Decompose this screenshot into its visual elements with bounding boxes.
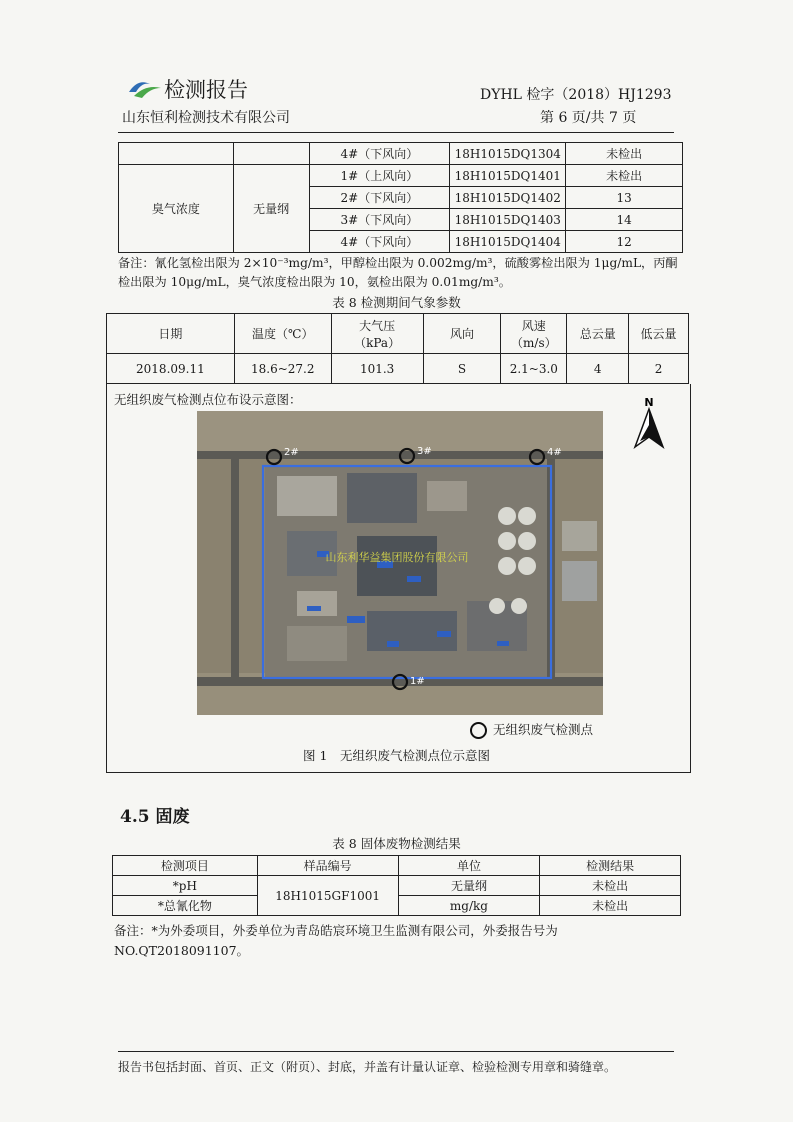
point-cell: 4#（下风向） — [309, 143, 450, 165]
logo-text: 检测报告 — [164, 78, 248, 102]
sample-cell: 18H1015GF1001 — [257, 876, 398, 916]
result-cell: 14 — [566, 209, 683, 231]
result-cell: 未检出 — [566, 165, 683, 187]
header-cell: 单位 — [398, 856, 540, 876]
wind-speed-cell: 2.1~3.0 — [501, 354, 567, 384]
item-cell: 臭气浓度 — [119, 165, 234, 253]
header-cell: 检测结果 — [540, 856, 681, 876]
outsourcing-note: 备注：*为外委项目，外委单位为青岛皓宸环境卫生监测有限公司，外委报告号为 NO.QT2018091107。 — [114, 923, 558, 958]
company-name: 山东恒利检测技术有限公司 — [122, 110, 290, 126]
result-cell: 未检出 — [566, 143, 683, 165]
header-cell: 低云量 — [629, 314, 689, 354]
sample-cell: 18H1015DQ1401 — [450, 165, 566, 187]
point-cell: 3#（下风向） — [309, 209, 450, 231]
odor-table — [118, 142, 683, 253]
result-cell: 未检出 — [540, 896, 681, 916]
weather-table-caption: 表 8 检测期间气象参数 — [332, 295, 461, 310]
date-cell: 2018.09.11 — [107, 354, 235, 384]
monitoring-point-icon — [470, 722, 487, 739]
unit-cell: mg/kg — [398, 896, 540, 916]
table-row — [113, 876, 681, 896]
item-cell: *pH — [113, 876, 258, 896]
wind-direction-cell: S — [423, 354, 501, 384]
unit-cell: 无量纲 — [233, 165, 309, 253]
total-cloud-cell: 4 — [567, 354, 629, 384]
result-cell: 未检出 — [540, 876, 681, 896]
point-cell: 2#（下风向） — [309, 187, 450, 209]
legend-text: 无组织废气检测点 — [493, 722, 594, 737]
sample-cell: 18H1015DQ1402 — [450, 187, 566, 209]
result-cell: 12 — [566, 231, 683, 253]
table-row — [119, 143, 683, 165]
unit-cell: 无量纲 — [398, 876, 540, 896]
point-cell: 1#（上风向） — [309, 165, 450, 187]
point-label: 3# — [417, 446, 432, 457]
table-row — [107, 354, 689, 384]
header-cell: 样品编号 — [257, 856, 398, 876]
solid-waste-table — [112, 855, 681, 916]
pressure-cell: 101.3 — [331, 354, 423, 384]
sample-cell: 18H1015DQ1304 — [450, 143, 566, 165]
item-cell: *总氰化物 — [113, 896, 258, 916]
footer-divider — [118, 1051, 674, 1052]
table-header-row — [113, 856, 681, 876]
header-cell: 检测项目 — [113, 856, 258, 876]
header-cell: 温度（℃） — [234, 314, 331, 354]
map-label: 无组织废气检测点位布设示意图： — [114, 392, 302, 407]
section-title: 4.5 固废 — [120, 807, 190, 827]
figure-caption: 图 1 无组织废气检测点位示意图 — [303, 748, 490, 763]
north-compass-icon — [630, 395, 668, 453]
weather-table — [106, 313, 689, 384]
logo-mark-icon — [128, 76, 162, 100]
result-cell: 13 — [566, 187, 683, 209]
temperature-cell: 18.6~27.2 — [234, 354, 331, 384]
point-label: 1# — [410, 676, 425, 687]
map-legend — [470, 720, 593, 739]
header-cell: 日期 — [107, 314, 235, 354]
point-label: 2# — [284, 447, 299, 458]
page-number: 第 6 页/共 7 页 — [540, 110, 637, 126]
header-cell: 风向 — [423, 314, 501, 354]
solid-waste-table-caption: 表 8 固体废物检测结果 — [332, 836, 461, 851]
table-row — [119, 165, 683, 187]
document-number: DYHL 检字（2018）HJ1293 — [480, 87, 672, 103]
header-cell: 大气压（kPa） — [331, 314, 423, 354]
point-cell: 4#（下风向） — [309, 231, 450, 253]
detection-limit-note: 备注：氰化氢检出限为 2×10⁻³mg/m³，甲醇检出限为 0.002mg/m³，硫酸雾检出限为 1μg/mL，丙酮检出限为 10μg/mL，臭气浓度检出限为 10，氨检出限为 0.01mg/m³。 — [118, 256, 678, 289]
satellite-map — [197, 411, 603, 715]
compass-letter: N — [644, 396, 654, 409]
table-header-row — [107, 314, 689, 354]
header-cell: 风速（m/s） — [501, 314, 567, 354]
low-cloud-cell: 2 — [629, 354, 689, 384]
logo — [128, 76, 308, 102]
plant-label: 山东利华益集团股份有限公司 — [325, 551, 469, 564]
sample-cell: 18H1015DQ1403 — [450, 209, 566, 231]
point-label: 4# — [547, 447, 562, 458]
sample-cell: 18H1015DQ1404 — [450, 231, 566, 253]
header-cell: 总云量 — [567, 314, 629, 354]
footer-text: 报告书包括封面、首页、正文（附页）、封底，并盖有计量认证章、检验检测专用章和骑缝章。 — [118, 1060, 617, 1074]
header-divider — [118, 132, 674, 133]
